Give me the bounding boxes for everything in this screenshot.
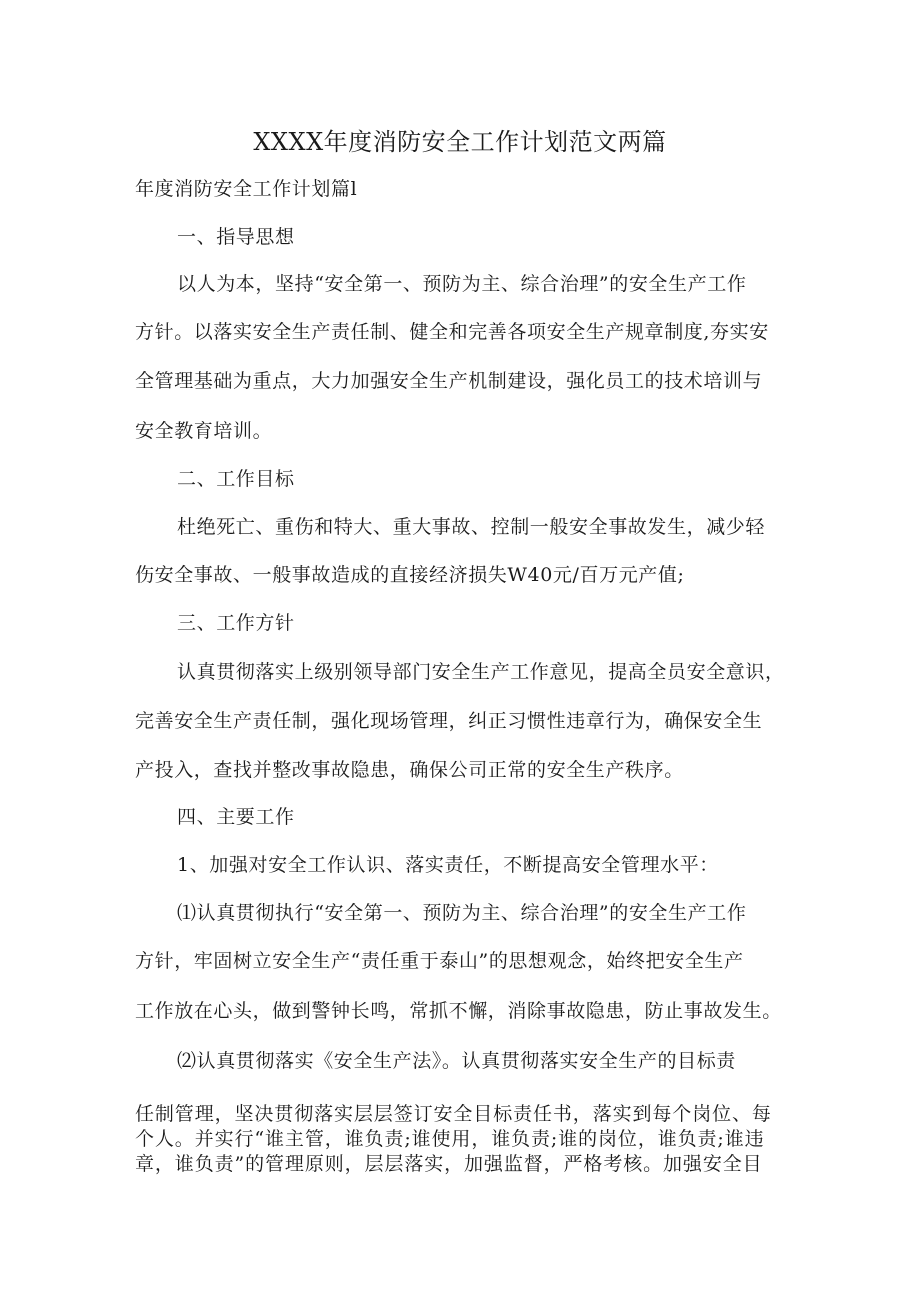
paragraph-line: ⑴认真贯彻执行“安全第一、预防为主、综合治理”的安全生产工作 <box>177 902 747 924</box>
paragraph-line: 产投入，查找并整改事故隐患，确保公司正常的安全生产秩序。 <box>135 759 684 781</box>
paragraph-line: 以人为本，坚持“安全第一、预防为主、综合治理”的安全生产工作 <box>177 273 747 295</box>
paragraph-line: 方针。以落实安全生产责任制、健全和完善各项安全生产规章制度,夯实安 <box>135 321 769 343</box>
document-subtitle: 年度消防安全工作计划篇l <box>135 178 358 200</box>
paragraph-line: 个人。并实行“谁主管，谁负责;谁使用，谁负责;谁的岗位，谁负责;谁违 <box>135 1128 765 1150</box>
paragraph-line: 认真贯彻落实上级别领导部门安全生产工作意见，提高全员安全意识， <box>177 661 785 683</box>
paragraph-line: 全管理基础为重点，大力加强安全生产机制建设，强化员工的技术培训与 <box>135 370 763 392</box>
section-heading-work-goals: 二、工作目标 <box>177 468 295 490</box>
paragraph-line: 伤安全事故、一般事故造成的直接经济损失W40元/百万元产值; <box>135 564 685 586</box>
paragraph-line: 安全教育培训。 <box>135 420 273 442</box>
paragraph-line: ⑵认真贯彻落实《安全生产法》。认真贯彻落实安全生产的目标责 <box>177 1050 736 1072</box>
paragraph-line: 任制管理，坚决贯彻落实层层签订安全目标责任书，落实到每个岗位、每 <box>135 1103 772 1125</box>
paragraph-line: 完善安全生产责任制，强化现场管理，纠正习惯性违章行为，确保安全生 <box>135 710 763 732</box>
paragraph-line: 杜绝死亡、重伤和特大、重大事故、控制一般安全事故发生，减少轻 <box>177 516 766 538</box>
document-title: XXXX年度消防安全工作计划范文两篇 <box>253 128 667 156</box>
section-heading-main-work: 四、主要工作 <box>177 806 295 828</box>
paragraph-line: 工作放在心头，做到警钟长鸣，常抓不懈，消除事故隐患，防止事故发生。 <box>135 1000 782 1022</box>
paragraph-line: 章，谁负责”的管理原则，层层落实，加强监督，严格考核。加强安全目 <box>135 1153 763 1175</box>
section-heading-work-policy: 三、工作方针 <box>177 612 295 634</box>
list-item-1: 1、加强对安全工作认识、落实责任，不断提高安全管理水平： <box>177 854 719 876</box>
paragraph-line: 方针，牢固树立安全生产“责任重于泰山”的思想观念，始终把安全生产 <box>135 950 744 972</box>
section-heading-guiding-ideology: 一、指导思想 <box>177 226 295 248</box>
